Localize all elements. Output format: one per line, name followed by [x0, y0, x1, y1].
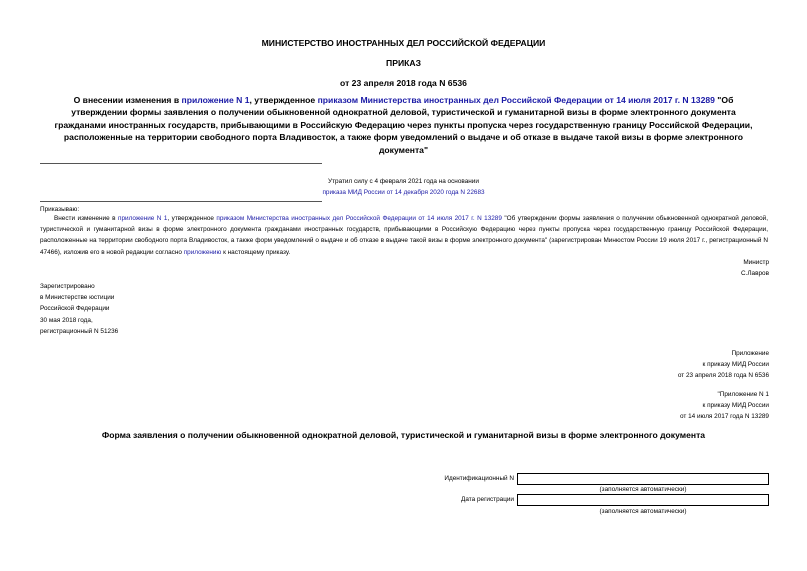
- attachment-link[interactable]: приложению: [183, 248, 222, 256]
- divider: [40, 163, 322, 164]
- order-13289-link[interactable]: приказом Министерства иностранных дел Российской Федерации от 14 июля 2017 г. N 13289: [317, 95, 715, 105]
- appendix-original-block: "Приложение N 1 к приказу МИД России от 14 июля 2017 года N 13289: [679, 391, 769, 421]
- ministry-heading: МИНИСТЕРСТВО ИНОСТРАННЫХ ДЕЛ РОССИЙСКОЙ ФЕДЕРАЦИИ: [261, 38, 546, 48]
- order-paragraph: Внести изменение в приложение N 1, утвержденное приказом Министерства иностранных дел Российской Федерации от 14 июля 2017 г. N 13289 "Об утверждении формы заявления о получении обыкновенной однократной деловой, туристической и гуманитарной визы в форме электронного документа гражданами иностранных государств, прибывающими в Российскую Федерацию через пункты пропуска через государственную границу Российской Федерации, расположенные на территории свободного порта Владивосток, а также форм уведомлений о выдаче и об отказе в выдаче такой визы в форме электронного документа" (зарегистрирован Минюстом России 19 июля 2017 г., регистрационный N 47466), изложив его в новой редакции согласно приложению к настоящему приказу.: [40, 215, 768, 256]
- appendix-link[interactable]: приложение N 1: [181, 95, 250, 105]
- date-note: (заполняется автоматически): [599, 508, 687, 515]
- expired-notice: Утратил силу с 4 февраля 2021 года на основании: [328, 178, 479, 185]
- form-title: Форма заявления о получении обыкновенной однократной деловой, туристической и гуманитарной визы в форме электронного документа: [101, 430, 706, 440]
- date-field[interactable]: [517, 494, 769, 506]
- divider: [40, 201, 322, 202]
- id-label: Идентификационный N: [444, 475, 514, 482]
- registration-block: Зарегистрировано в Министерстве юстиции Российской Федерации 30 мая 2018 года, регистрационный N 51236: [40, 283, 119, 335]
- expired-order-link[interactable]: приказа МИД России от 14 декабря 2020 года N 22683: [322, 189, 485, 196]
- order-word: Приказываю:: [40, 206, 80, 213]
- appendix-link[interactable]: приложение N 1: [118, 215, 168, 222]
- signature-name: С.Лавров: [740, 270, 769, 277]
- order-date-heading: от 23 апреля 2018 года N 6536: [340, 78, 467, 88]
- order-13289-link[interactable]: приказом Министерства иностранных дел Российской Федерации от 14 июля 2017 г. N 13289: [216, 215, 502, 222]
- id-note: (заполняется автоматически): [599, 486, 687, 493]
- order-type-heading: ПРИКАЗ: [386, 58, 421, 68]
- appendix-block: Приложение к приказу МИД России от 23 апреля 2018 года N 6536: [677, 350, 769, 380]
- signature-position: Министр: [743, 259, 769, 266]
- date-label: Дата регистрации: [461, 496, 514, 503]
- document-title: О внесении изменения в приложение N 1, утвержденное приказом Министерства иностранных дел Российской Федерации от 14 июля 2017 г. N 13289 "Об утверждении формы заявления о получении обыкновенной однократной деловой, туристической и гуманитарной визы в форме электронного документа гражданами иностранных государств, прибывающими в Российскую Федерацию через пункты пропуска через государственную границу Российской Федерации, расположенные на территории свободного порта Владивосток, а также форм уведомлений о выдаче и об отказе в выдаче такой визы в форме электронного документа": [54, 95, 753, 155]
